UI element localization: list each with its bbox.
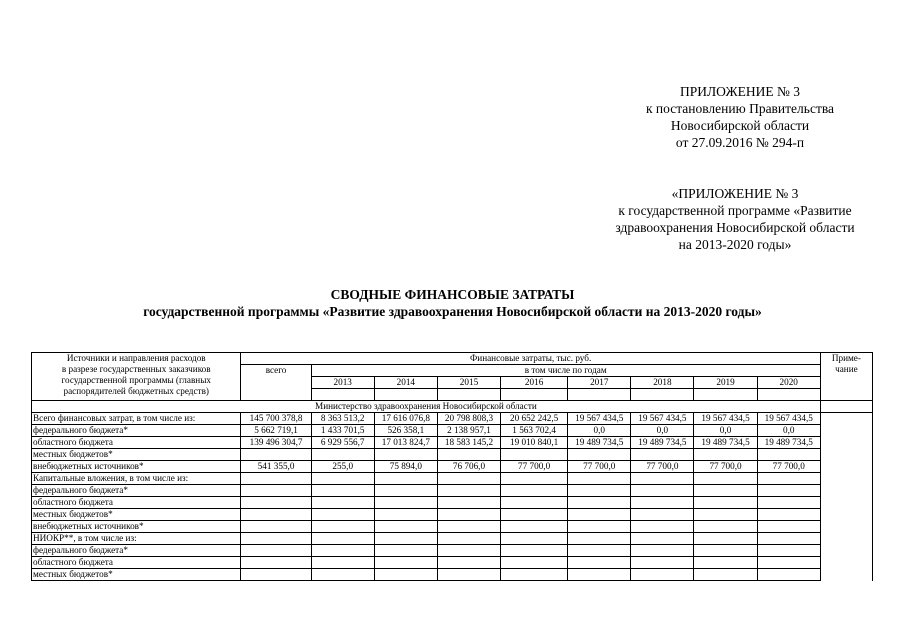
note-header-line: Приме-	[831, 353, 861, 363]
note-cell	[820, 569, 872, 581]
total-value-cell	[241, 449, 311, 461]
year-value-cell: 18 583 145,2	[437, 437, 500, 449]
year-value-cell	[694, 569, 757, 581]
year-value-cell: 19 489 734,5	[568, 437, 631, 449]
year-value-cell	[437, 473, 500, 485]
year-value-cell	[311, 509, 374, 521]
row-label: областного бюджета	[32, 497, 241, 509]
year-header-spacer	[568, 389, 631, 401]
table-row	[32, 437, 873, 449]
year-value-cell	[311, 449, 374, 461]
year-value-cell	[501, 497, 568, 509]
year-value-cell: 1 563 702,4	[501, 425, 568, 437]
appendix-line: на 2013-2020 годы»	[678, 237, 792, 252]
table-header	[32, 353, 873, 413]
total-value-cell	[241, 557, 311, 569]
year-value-cell	[374, 521, 437, 533]
year-value-cell	[437, 545, 500, 557]
sources-header-line: Источники и направления расходов	[66, 353, 206, 363]
year-value-cell	[568, 473, 631, 485]
row-label: местных бюджетов*	[32, 509, 241, 521]
table-row	[32, 533, 873, 545]
year-value-cell	[374, 557, 437, 569]
year-value-cell: 1 433 701,5	[311, 425, 374, 437]
row-label: федерального бюджета*	[32, 425, 241, 437]
year-value-cell	[631, 545, 694, 557]
year-header: 2017	[568, 377, 631, 389]
row-label: внебюджетных источников*	[32, 521, 241, 533]
year-value-cell	[631, 509, 694, 521]
appendix-line: к государственной программе «Развитие	[618, 203, 852, 218]
year-header: 2014	[374, 377, 437, 389]
year-value-cell	[437, 557, 500, 569]
table-row	[32, 413, 873, 425]
year-value-cell: 0,0	[694, 425, 757, 437]
year-value-cell	[631, 485, 694, 497]
note-cell	[820, 413, 872, 425]
year-value-cell	[694, 485, 757, 497]
year-value-cell: 0,0	[568, 425, 631, 437]
note-cell	[820, 437, 872, 449]
year-value-cell	[631, 473, 694, 485]
row-label: внебюджетных источников*	[32, 461, 241, 473]
table-row	[32, 509, 873, 521]
year-value-cell	[437, 449, 500, 461]
year-value-cell	[437, 521, 500, 533]
year-header: 2013	[311, 377, 374, 389]
year-value-cell: 0,0	[757, 425, 820, 437]
year-value-cell: 76 706,0	[437, 461, 500, 473]
year-value-cell	[501, 557, 568, 569]
appendix-line: здравоохранения Новосибирской области	[615, 220, 855, 235]
year-value-cell	[757, 449, 820, 461]
year-value-cell	[568, 557, 631, 569]
year-value-cell: 77 700,0	[568, 461, 631, 473]
year-header-spacer	[631, 389, 694, 401]
year-value-cell	[757, 545, 820, 557]
year-value-cell	[568, 449, 631, 461]
total-value-cell: 5 662 719,1	[241, 425, 311, 437]
year-value-cell: 255,0	[311, 461, 374, 473]
total-value-cell	[241, 569, 311, 581]
year-value-cell: 20 652 242,5	[501, 413, 568, 425]
year-value-cell	[757, 521, 820, 533]
note-cell	[820, 485, 872, 497]
year-value-cell	[694, 509, 757, 521]
sources-header-line: государственной программы (главных	[61, 375, 211, 385]
note-cell	[820, 449, 872, 461]
year-value-cell	[694, 473, 757, 485]
year-value-cell	[311, 521, 374, 533]
year-value-cell	[501, 473, 568, 485]
year-value-cell	[694, 497, 757, 509]
total-value-cell	[241, 533, 311, 545]
year-value-cell: 77 700,0	[631, 461, 694, 473]
note-cell	[820, 509, 872, 521]
year-value-cell	[631, 497, 694, 509]
year-value-cell	[311, 533, 374, 545]
appendix-title: «ПРИЛОЖЕНИЕ № 3	[671, 186, 799, 201]
year-value-cell	[501, 521, 568, 533]
year-value-cell	[501, 509, 568, 521]
appendix-title: ПРИЛОЖЕНИЕ № 3	[679, 84, 801, 99]
note-cell	[820, 461, 872, 473]
year-value-cell: 19 489 734,5	[694, 437, 757, 449]
year-value-cell: 8 363 513,2	[311, 413, 374, 425]
year-value-cell	[694, 521, 757, 533]
financial-costs-header: Финансовые затраты, тыс. руб.	[241, 353, 820, 365]
year-value-cell	[437, 485, 500, 497]
year-value-cell: 77 700,0	[757, 461, 820, 473]
row-label: Капитальные вложения, в том числе из:	[32, 473, 241, 485]
sources-header-line: распорядителей бюджетных средств)	[63, 386, 209, 396]
by-years-header: в том числе по годам	[311, 365, 820, 377]
note-cell	[820, 497, 872, 509]
total-value-cell	[241, 521, 311, 533]
year-header-spacer	[694, 389, 757, 401]
year-value-cell	[501, 533, 568, 545]
year-value-cell: 19 567 434,5	[631, 413, 694, 425]
year-value-cell	[501, 569, 568, 581]
year-value-cell	[631, 521, 694, 533]
row-label: федерального бюджета*	[32, 485, 241, 497]
year-header-spacer	[757, 389, 820, 401]
year-value-cell	[437, 509, 500, 521]
year-value-cell: 19 010 840,1	[501, 437, 568, 449]
year-value-cell	[694, 449, 757, 461]
year-value-cell: 20 798 808,3	[437, 413, 500, 425]
note-cell	[820, 557, 872, 569]
year-value-cell	[568, 545, 631, 557]
table-row	[32, 449, 873, 461]
table-row	[32, 425, 873, 437]
table-row	[32, 557, 873, 569]
table-body	[32, 413, 873, 581]
year-value-cell	[757, 557, 820, 569]
year-value-cell	[374, 485, 437, 497]
year-value-cell	[311, 569, 374, 581]
year-value-cell	[311, 485, 374, 497]
year-header: 2019	[694, 377, 757, 389]
row-label: областного бюджета	[32, 437, 241, 449]
row-label: местных бюджетов*	[32, 449, 241, 461]
year-value-cell: 75 894,0	[374, 461, 437, 473]
year-value-cell	[631, 533, 694, 545]
year-value-cell	[568, 509, 631, 521]
year-value-cell: 19 567 434,5	[694, 413, 757, 425]
total-value-cell: 145 700 378,8	[241, 413, 311, 425]
note-cell	[820, 521, 872, 533]
year-value-cell: 17 013 824,7	[374, 437, 437, 449]
year-value-cell	[757, 533, 820, 545]
year-value-cell: 6 929 556,7	[311, 437, 374, 449]
year-header: 2015	[437, 377, 500, 389]
year-value-cell: 526 358,1	[374, 425, 437, 437]
year-value-cell	[311, 545, 374, 557]
year-value-cell	[631, 569, 694, 581]
row-label: местных бюджетов*	[32, 569, 241, 581]
year-value-cell	[757, 497, 820, 509]
year-value-cell	[694, 557, 757, 569]
year-value-cell	[374, 545, 437, 557]
year-value-cell	[568, 485, 631, 497]
year-value-cell	[757, 473, 820, 485]
year-value-cell	[694, 545, 757, 557]
year-header: 2016	[501, 377, 568, 389]
year-value-cell: 19 489 734,5	[631, 437, 694, 449]
year-value-cell	[501, 449, 568, 461]
note-cell	[820, 533, 872, 545]
year-value-cell	[568, 521, 631, 533]
year-value-cell: 19 489 734,5	[757, 437, 820, 449]
row-label: Всего финансовых затрат, в том числе из:	[32, 413, 241, 425]
table-row	[32, 473, 873, 485]
row-label: областного бюджета	[32, 557, 241, 569]
year-value-cell	[374, 533, 437, 545]
total-value-cell: 541 355,0	[241, 461, 311, 473]
year-value-cell	[757, 485, 820, 497]
year-value-cell	[757, 569, 820, 581]
year-value-cell	[631, 449, 694, 461]
year-value-cell: 17 616 076,8	[374, 413, 437, 425]
year-value-cell	[631, 557, 694, 569]
table-row	[32, 545, 873, 557]
year-value-cell	[501, 485, 568, 497]
year-value-cell: 2 138 957,1	[437, 425, 500, 437]
note-header-cell	[820, 353, 872, 401]
document-subtitle: государственной программы «Развитие здравоохранения Новосибирской области на 2013-2020 годы»	[143, 304, 762, 319]
table-row	[32, 461, 873, 473]
table-row	[32, 485, 873, 497]
ministry-row: Министерство здравоохранения Новосибирской области	[32, 401, 821, 413]
table-row	[32, 521, 873, 533]
total-value-cell	[241, 545, 311, 557]
appendix-header-program	[585, 185, 885, 253]
financial-costs-table	[31, 352, 873, 581]
year-value-cell: 19 567 434,5	[568, 413, 631, 425]
year-value-cell: 19 567 434,5	[757, 413, 820, 425]
total-header: всего	[241, 365, 311, 401]
year-value-cell: 77 700,0	[501, 461, 568, 473]
year-value-cell	[694, 533, 757, 545]
appendix-line: Новосибирской области	[670, 118, 810, 133]
row-label: федерального бюджета*	[32, 545, 241, 557]
year-value-cell	[437, 533, 500, 545]
note-cell	[820, 545, 872, 557]
document-title: СВОДНЫЕ ФИНАНСОВЫЕ ЗАТРАТЫ	[330, 287, 575, 302]
total-value-cell	[241, 473, 311, 485]
table-row	[32, 497, 873, 509]
row-label: НИОКР**, в том числе из:	[32, 533, 241, 545]
year-value-cell	[374, 569, 437, 581]
year-value-cell	[311, 557, 374, 569]
note-header-line: чание	[835, 364, 858, 374]
appendix-date-number: от 27.09.2016 № 294-п	[675, 135, 805, 150]
total-value-cell	[241, 509, 311, 521]
year-header-spacer	[501, 389, 568, 401]
year-value-cell	[437, 569, 500, 581]
year-value-cell	[568, 497, 631, 509]
appendix-header-decree	[600, 83, 880, 151]
year-header-spacer	[374, 389, 437, 401]
year-value-cell	[311, 497, 374, 509]
sources-header-line: в разрезе государственных заказчиков	[61, 364, 211, 374]
note-cell	[820, 425, 872, 437]
note-cell	[820, 401, 872, 413]
year-value-cell	[374, 509, 437, 521]
year-header-spacer	[311, 389, 374, 401]
year-value-cell: 77 700,0	[694, 461, 757, 473]
year-value-cell	[374, 497, 437, 509]
year-value-cell	[568, 533, 631, 545]
year-value-cell	[437, 497, 500, 509]
total-value-cell: 139 496 304,7	[241, 437, 311, 449]
year-value-cell	[501, 545, 568, 557]
year-value-cell	[374, 473, 437, 485]
year-header-spacer	[437, 389, 500, 401]
year-header: 2020	[757, 377, 820, 389]
note-cell	[820, 473, 872, 485]
year-value-cell	[757, 509, 820, 521]
total-value-cell	[241, 485, 311, 497]
appendix-line: к постановлению Правительства	[645, 101, 835, 116]
table-row	[32, 569, 873, 581]
year-value-cell	[374, 449, 437, 461]
total-value-cell	[241, 497, 311, 509]
year-value-cell	[568, 569, 631, 581]
year-value-cell	[311, 473, 374, 485]
sources-header-cell	[32, 353, 241, 401]
year-value-cell: 0,0	[631, 425, 694, 437]
year-header: 2018	[631, 377, 694, 389]
